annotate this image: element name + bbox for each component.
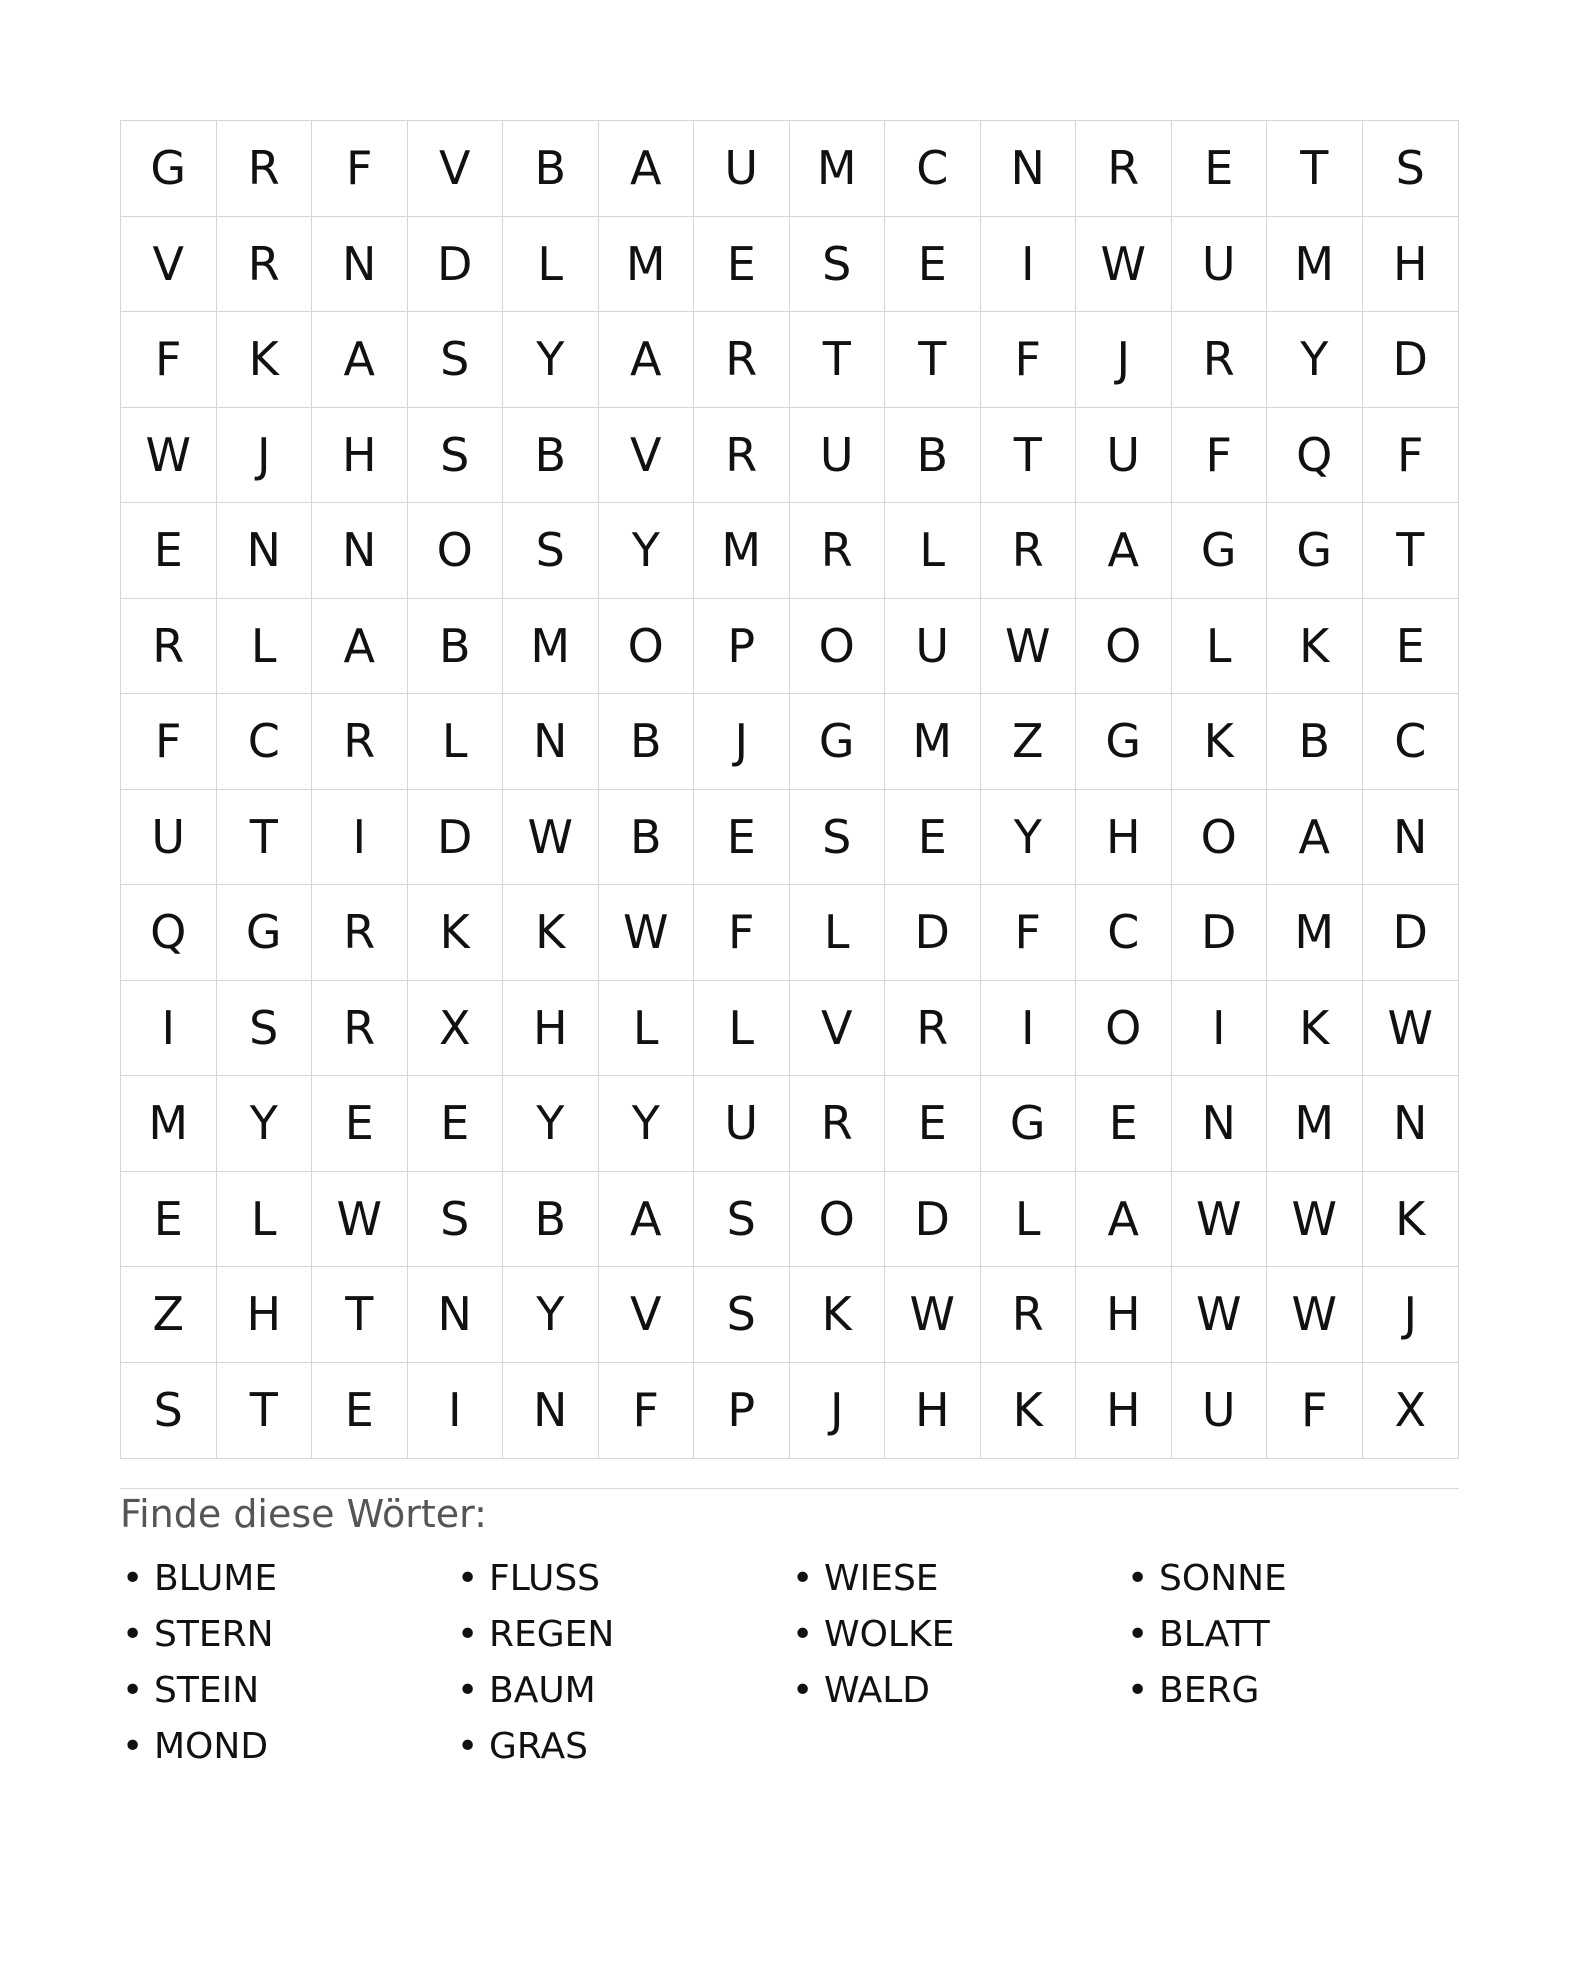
grid-cell[interactable]: N — [408, 1267, 504, 1363]
word-label: GRAS — [489, 1725, 588, 1767]
grid-cell[interactable]: F — [312, 121, 408, 217]
grid-cell[interactable]: B — [503, 121, 599, 217]
grid-cell[interactable]: W — [1267, 1172, 1363, 1268]
word-list-item — [120, 1718, 455, 1774]
grid-cell[interactable]: I — [312, 790, 408, 886]
grid-cell[interactable]: E — [694, 217, 790, 313]
grid-cell[interactable]: T — [312, 1267, 408, 1363]
grid-cell[interactable]: Y — [503, 1076, 599, 1172]
grid-cell[interactable]: S — [503, 503, 599, 599]
grid-cell[interactable]: C — [885, 121, 981, 217]
grid-cell[interactable]: R — [312, 694, 408, 790]
bullet-icon: • — [792, 1557, 814, 1599]
grid-cell[interactable]: G — [1172, 503, 1268, 599]
word-list-item — [120, 1550, 455, 1606]
grid-cell[interactable]: E — [312, 1076, 408, 1172]
grid-cell[interactable]: W — [503, 790, 599, 886]
grid-cell[interactable]: R — [885, 981, 981, 1077]
word-list-item — [1125, 1550, 1460, 1606]
grid-cell[interactable]: S — [694, 1267, 790, 1363]
grid-cell[interactable]: F — [981, 885, 1077, 981]
grid-cell[interactable]: Z — [981, 694, 1077, 790]
grid-cell[interactable]: S — [790, 217, 886, 313]
bullet-icon: • — [1127, 1613, 1149, 1655]
grid-cell[interactable]: A — [1076, 1172, 1172, 1268]
grid-cell[interactable]: E — [1076, 1076, 1172, 1172]
grid-cell[interactable]: T — [217, 1363, 313, 1459]
grid-cell[interactable]: C — [217, 694, 313, 790]
grid-cell[interactable]: D — [1172, 885, 1268, 981]
bullet-icon: • — [792, 1613, 814, 1655]
word-label: FLUSS — [489, 1557, 601, 1599]
word-list-item — [790, 1662, 1125, 1718]
grid-cell[interactable]: A — [599, 1172, 695, 1268]
word-label: SONNE — [1159, 1557, 1287, 1599]
bullet-icon: • — [457, 1725, 479, 1767]
grid-cell[interactable]: I — [981, 981, 1077, 1077]
grid-cell[interactable]: C — [1363, 694, 1459, 790]
grid-cell[interactable]: O — [408, 503, 504, 599]
grid-cell[interactable]: K — [1267, 599, 1363, 695]
grid-cell[interactable]: K — [217, 312, 313, 408]
grid-cell[interactable]: M — [694, 503, 790, 599]
grid-cell[interactable]: D — [408, 217, 504, 313]
grid-cell[interactable]: W — [1172, 1172, 1268, 1268]
grid-cell[interactable]: S — [790, 790, 886, 886]
grid-cell[interactable]: Y — [599, 503, 695, 599]
grid-cell[interactable]: Z — [121, 1267, 217, 1363]
bullet-icon: • — [457, 1669, 479, 1711]
grid-cell[interactable]: X — [1394, 1383, 1426, 1438]
word-label: WOLKE — [824, 1613, 955, 1655]
grid-cell[interactable]: H — [1076, 790, 1172, 886]
word-label: WIESE — [824, 1557, 939, 1599]
grid-cell[interactable]: E — [121, 503, 217, 599]
grid-cell[interactable]: S — [217, 981, 313, 1077]
grid-cell[interactable]: U — [1172, 1363, 1268, 1459]
grid-cell[interactable]: U — [1076, 408, 1172, 504]
grid-cell[interactable]: R — [217, 121, 313, 217]
word-list-item — [120, 1662, 455, 1718]
grid-cell[interactable]: G — [981, 1076, 1077, 1172]
grid-cell[interactable]: L — [790, 885, 886, 981]
grid-cell[interactable]: R — [312, 981, 408, 1077]
grid-cell[interactable]: F — [981, 312, 1077, 408]
word-list-item — [1125, 1662, 1460, 1718]
bullet-icon: • — [122, 1725, 144, 1767]
grid-cell[interactable]: K — [1363, 1172, 1459, 1268]
grid-cell[interactable]: M — [1267, 885, 1363, 981]
grid-cell[interactable]: L — [1172, 599, 1268, 695]
grid-cell[interactable]: H — [1076, 1267, 1172, 1363]
grid-cell[interactable]: J — [217, 408, 313, 504]
grid-cell[interactable]: W — [599, 885, 695, 981]
grid-cell[interactable]: D — [1363, 312, 1459, 408]
grid-cell[interactable]: R — [694, 408, 790, 504]
grid-cell[interactable]: N — [217, 503, 313, 599]
grid-cell[interactable]: I — [981, 217, 1077, 313]
word-label: STERN — [154, 1613, 274, 1655]
grid-cell[interactable]: S — [121, 1363, 217, 1459]
word-list-item — [455, 1662, 790, 1718]
bullet-icon: • — [122, 1669, 144, 1711]
word-label: BERG — [1159, 1669, 1260, 1711]
grid-cell[interactable]: H — [312, 408, 408, 504]
grid-cell[interactable]: W — [1172, 1267, 1268, 1363]
bullet-icon: • — [457, 1613, 479, 1655]
grid-cell[interactable]: V — [408, 121, 504, 217]
grid-cell[interactable]: S — [408, 408, 504, 504]
grid-cell[interactable]: B — [599, 694, 695, 790]
grid-cell[interactable]: A — [599, 121, 695, 217]
grid-cell[interactable]: R — [790, 503, 886, 599]
grid-cell[interactable]: K — [503, 885, 599, 981]
grid-cell[interactable]: G — [1076, 694, 1172, 790]
bullet-icon: • — [792, 1669, 814, 1711]
grid-cell[interactable]: N — [1363, 1076, 1459, 1172]
grid-cell[interactable]: U — [121, 790, 217, 886]
grid-cell[interactable]: I — [1172, 981, 1268, 1077]
grid-cell[interactable]: I — [408, 1363, 504, 1459]
grid-cell[interactable]: L — [694, 981, 790, 1077]
bullet-icon: • — [1127, 1669, 1149, 1711]
grid-cell[interactable]: S — [1363, 121, 1459, 217]
grid-cell[interactable]: K — [1267, 981, 1363, 1077]
grid-cell[interactable]: K — [408, 885, 504, 981]
grid-cell[interactable]: X — [408, 981, 504, 1077]
grid-cell[interactable]: M — [1267, 217, 1363, 313]
word-label: BLATT — [1159, 1613, 1270, 1655]
grid-cell[interactable]: J — [1076, 312, 1172, 408]
grid-cell[interactable]: L — [599, 981, 695, 1077]
grid-cell[interactable]: B — [503, 1172, 599, 1268]
grid-cell[interactable]: L — [885, 503, 981, 599]
grid-cell[interactable]: W — [312, 1172, 408, 1268]
grid-cell[interactable]: R — [1172, 312, 1268, 408]
grid-cell[interactable]: V — [121, 217, 217, 313]
grid-cell[interactable]: E — [1363, 599, 1459, 695]
grid-cell[interactable]: A — [1076, 503, 1172, 599]
grid-cell[interactable]: U — [790, 408, 886, 504]
grid-cell[interactable]: E — [885, 1076, 981, 1172]
grid-cell[interactable]: E — [885, 217, 981, 313]
grid-cell[interactable]: O — [1076, 599, 1172, 695]
grid-cell[interactable]: N — [981, 121, 1077, 217]
grid-cell[interactable]: W — [981, 599, 1077, 695]
grid-cell[interactable]: E — [694, 790, 790, 886]
grid-cell[interactable]: A — [312, 312, 408, 408]
grid-cell[interactable]: N — [312, 217, 408, 313]
grid-cell[interactable]: V — [599, 1267, 695, 1363]
grid-cell[interactable]: T — [981, 408, 1077, 504]
divider — [120, 1488, 1459, 1489]
grid-cell[interactable]: O — [599, 599, 695, 695]
grid-cell[interactable]: B — [885, 408, 981, 504]
word-list — [120, 1550, 1459, 1774]
word-list-item — [455, 1550, 790, 1606]
bullet-icon: • — [122, 1557, 144, 1599]
grid-cell[interactable]: Y — [599, 1076, 695, 1172]
grid-cell[interactable]: F — [121, 312, 217, 408]
word-list-item — [120, 1606, 455, 1662]
grid-cell[interactable]: U — [885, 599, 981, 695]
grid-cell[interactable]: P — [694, 599, 790, 695]
grid-cell[interactable]: E — [1172, 121, 1268, 217]
grid-cell[interactable]: R — [694, 312, 790, 408]
grid-cell[interactable]: A — [599, 312, 695, 408]
grid-cell[interactable]: N — [312, 503, 408, 599]
grid-cell[interactable]: O — [1076, 981, 1172, 1077]
grid-cell[interactable]: N — [503, 694, 599, 790]
grid-cell[interactable]: V — [599, 408, 695, 504]
bullet-icon: • — [122, 1613, 144, 1655]
grid-cell[interactable]: W — [885, 1267, 981, 1363]
grid-cell[interactable]: S — [694, 1172, 790, 1268]
grid-cell[interactable]: L — [981, 1172, 1077, 1268]
grid-cell[interactable]: H — [503, 981, 599, 1077]
grid-cell[interactable]: O — [790, 599, 886, 695]
grid-cell[interactable]: L — [217, 599, 313, 695]
grid-cell[interactable]: F — [1267, 1363, 1363, 1459]
grid-cell[interactable]: F — [1363, 408, 1459, 504]
grid-cell[interactable]: B — [408, 599, 504, 695]
grid-cell[interactable]: J — [1363, 1267, 1459, 1363]
word-label: REGEN — [489, 1613, 615, 1655]
word-list-item — [455, 1606, 790, 1662]
grid-cell[interactable]: R — [121, 599, 217, 695]
grid-cell[interactable]: K — [790, 1267, 886, 1363]
grid-cell[interactable]: A — [1267, 790, 1363, 886]
grid-cell[interactable]: D — [885, 885, 981, 981]
grid-cell[interactable]: T — [885, 312, 981, 408]
grid-cell[interactable]: T — [790, 312, 886, 408]
grid-cell[interactable]: W — [1267, 1267, 1363, 1363]
bullet-icon: • — [457, 1557, 479, 1599]
grid-cell[interactable]: M — [1267, 1076, 1363, 1172]
word-list-item — [790, 1550, 1125, 1606]
grid-cell[interactable]: G — [121, 121, 217, 217]
grid-cell[interactable]: F — [694, 885, 790, 981]
grid-cell[interactable]: U — [694, 121, 790, 217]
grid-cell[interactable]: E — [312, 1363, 408, 1459]
grid-cell[interactable]: G — [1267, 503, 1363, 599]
grid-cell[interactable]: D — [885, 1172, 981, 1268]
grid-cell[interactable]: A — [312, 599, 408, 695]
grid-cell[interactable]: Q — [121, 885, 217, 981]
grid-cell[interactable]: Y — [1267, 312, 1363, 408]
grid-cell[interactable]: H — [1363, 217, 1459, 313]
grid-cell[interactable]: Y — [981, 790, 1077, 886]
word-list-item — [1125, 1606, 1460, 1662]
word-label: STEIN — [154, 1669, 260, 1711]
grid-cell[interactable]: I — [121, 981, 217, 1077]
grid-cell[interactable]: L — [408, 694, 504, 790]
grid-cell[interactable]: M — [885, 694, 981, 790]
word-label: WALD — [824, 1669, 931, 1711]
grid-cell[interactable]: R — [981, 503, 1077, 599]
word-label: MOND — [154, 1725, 269, 1767]
grid-cell[interactable]: K — [1172, 694, 1268, 790]
instructions-heading: Finde diese Wörter: — [120, 1492, 487, 1536]
grid-cell[interactable]: M — [790, 121, 886, 217]
grid-cell[interactable]: M — [121, 1076, 217, 1172]
grid-cell[interactable]: O — [790, 1172, 886, 1268]
grid-cell[interactable]: H — [1076, 1363, 1172, 1459]
grid-cell[interactable]: F — [121, 694, 217, 790]
grid-cell[interactable]: Y — [217, 1076, 313, 1172]
grid-cell[interactable]: J — [790, 1363, 886, 1459]
grid-cell[interactable]: T — [1363, 503, 1459, 599]
grid-cell[interactable]: G — [217, 885, 313, 981]
grid-cell[interactable]: R — [790, 1076, 886, 1172]
grid-cell[interactable]: B — [503, 408, 599, 504]
grid-cell[interactable]: J — [694, 694, 790, 790]
bullet-icon: • — [1127, 1557, 1149, 1599]
grid-cell[interactable]: D — [408, 790, 504, 886]
grid-cell[interactable]: D — [1363, 885, 1459, 981]
grid-cell[interactable]: S — [408, 1172, 504, 1268]
grid-cell[interactable]: T — [217, 790, 313, 886]
grid-cell[interactable]: U — [694, 1076, 790, 1172]
grid-cell[interactable]: R — [981, 1267, 1077, 1363]
word-label: BAUM — [489, 1669, 596, 1711]
grid-cell[interactable]: O — [1172, 790, 1268, 886]
grid-cell[interactable]: G — [790, 694, 886, 790]
grid-cell[interactable]: H — [217, 1267, 313, 1363]
grid-cell[interactable]: F — [599, 1363, 695, 1459]
grid-cell[interactable]: N — [503, 1363, 599, 1459]
grid-cell[interactable]: M — [599, 217, 695, 313]
grid-cell[interactable]: W — [1076, 217, 1172, 313]
grid-cell[interactable]: W — [121, 408, 217, 504]
grid-cell[interactable]: B — [599, 790, 695, 886]
grid-cell[interactable]: F — [1172, 408, 1268, 504]
grid-cell[interactable]: C — [1076, 885, 1172, 981]
grid-cell[interactable]: R — [312, 885, 408, 981]
letter-grid — [120, 120, 1459, 1459]
grid-cell[interactable]: Y — [503, 312, 599, 408]
grid-cell[interactable]: Y — [503, 1267, 599, 1363]
grid-cell[interactable]: M — [503, 599, 599, 695]
grid-cell[interactable]: H — [885, 1363, 981, 1459]
grid-cell[interactable]: L — [503, 217, 599, 313]
grid-cell[interactable]: W — [1363, 981, 1459, 1077]
word-label: BLUME — [154, 1557, 278, 1599]
grid-cell[interactable]: R — [1076, 121, 1172, 217]
grid-cell[interactable]: R — [217, 217, 313, 313]
grid-cell[interactable]: L — [217, 1172, 313, 1268]
grid-cell[interactable]: S — [408, 312, 504, 408]
word-list-item — [790, 1606, 1125, 1662]
grid-cell[interactable]: N — [1172, 1076, 1268, 1172]
grid-cell[interactable]: U — [1172, 217, 1268, 313]
grid-cell[interactable]: N — [1363, 790, 1459, 886]
word-list-item — [455, 1718, 790, 1774]
grid-cell[interactable]: E — [121, 1172, 217, 1268]
grid-cell[interactable]: B — [1267, 694, 1363, 790]
grid-cell[interactable]: E — [408, 1076, 504, 1172]
grid-cell[interactable]: V — [790, 981, 886, 1077]
grid-cell[interactable]: E — [885, 790, 981, 886]
grid-cell[interactable]: K — [981, 1363, 1077, 1459]
grid-cell[interactable]: T — [1267, 121, 1363, 217]
grid-cell[interactable]: P — [694, 1363, 790, 1459]
grid-cell[interactable]: Q — [1267, 408, 1363, 504]
